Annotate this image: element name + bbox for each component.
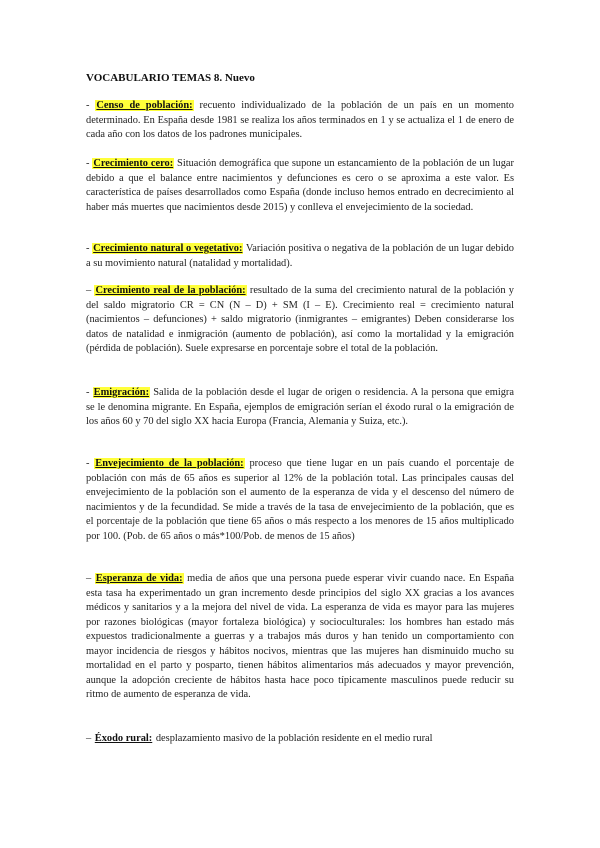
entry-term: Crecimiento cero: bbox=[93, 158, 174, 169]
entry-crecimiento-real bbox=[86, 284, 514, 357]
entry-definition: Salida de la población desde el lugar de origen o residencia. A la persona que emigra se le denomina migrante. En España, ejemplos de emigración serían el éxodo rural o la emigración de los años 60 y 70 del siglo XX hacia Europa (Francia, Alemania y Suiza, etc.). bbox=[86, 387, 514, 427]
entry-definition: resultado de la suma del crecimiento natural de la población y del saldo migratorio CR = CN (N – D) + SM (I – E). Crecimiento real = crecimiento natural (nacimientos – defunciones) + saldo migratorio (inmigrantes – emigrantes) Deben considerarse los datos de natalidad e inmigración (aumento de población), así como la mortalidad y la emigración (pérdida de población). Suele expresarse en porcentaje sobre el total de la población. bbox=[86, 285, 514, 354]
entry-dash: - bbox=[86, 387, 93, 398]
entry-dash: – bbox=[86, 573, 95, 584]
entry-dash: – bbox=[86, 733, 94, 744]
entry-term: Envejecimiento de la población: bbox=[95, 458, 244, 469]
entry-term: Crecimiento real de la población: bbox=[95, 285, 246, 296]
entry-emigracion bbox=[86, 386, 514, 430]
entry-envejecimiento bbox=[86, 457, 514, 544]
entry-dash: - bbox=[86, 458, 95, 469]
entry-definition: desplazamiento masivo de la población residente en el medio rural bbox=[153, 733, 433, 744]
entry-definition: proceso que tiene lugar en un país cuando el porcentaje de población con más de 65 años es superior al 12% de la población total. Las principales causas del envejecimiento de la población son el aumento de la esperanza de vida y el descenso del número de nacimientos y de la fecundidad. Se mide a través de la tasa de envejecimiento de la población, que es el porcentaje de la población que tiene 65 años o más respecto a los menores de 15 años multiplicado por 100. (Pob. de 65 años o más*100/Pob. de menos de 15 años) bbox=[86, 458, 514, 542]
entry-dash: – bbox=[86, 285, 95, 296]
entry-censo bbox=[86, 99, 514, 143]
entry-esperanza-vida bbox=[86, 572, 514, 703]
entry-definition: media de años que una persona puede esperar vivir cuando nace. En España esta tasa ha experimentado un gran incremento desde principios del siglo XX gracias a los avances médicos y sanitarios y a la mejora del nivel de vida. La esperanza de vida es mayor para las mujeres por razones biológicas (mayor fortaleza biológica) y socioculturales: los hombres han estado más expuestos tradicionalmente a guerras y a trabajos más duros y han tenido un comportamiento con mayor incidencia de riesgos y hábitos nocivos, mientras que las mujeres han disminuido mucho su mortalidad en el parto y posparto, tienen hábitos alimentarios más adecuados y mayor prevención, aunque la adopción creciente de hábitos hasta hace poco típicamente masculinos puede reducir su ritmo de aumento de esperanza de vida. bbox=[86, 573, 514, 700]
entry-dash: - bbox=[86, 158, 93, 169]
entry-exodo-rural bbox=[86, 732, 514, 747]
entry-definition: Variación positiva o negativa de la población de un lugar debido a su movimiento natural (natalidad y mortalidad). bbox=[86, 243, 514, 269]
entry-dash: - bbox=[86, 243, 93, 254]
entry-dash: - bbox=[86, 100, 96, 111]
entry-crecimiento-natural bbox=[86, 242, 514, 271]
entry-term: Emigración: bbox=[93, 387, 150, 398]
entry-term: Crecimiento natural o vegetativo: bbox=[93, 243, 243, 254]
entry-term: Éxodo rural: bbox=[94, 733, 153, 744]
entry-definition: Situación demográfica que supone un estancamiento de la población de un lugar debido a que el balance entre nacimientos y defunciones es cero o se aproxima a este valor. Es característica de países desarrollados como España (donde incluso hemos entrado en decrecimiento al haber más muertes que nacimientos desde 2015) y conlleva el envejecimiento de la sociedad. bbox=[86, 158, 514, 213]
entry-term: Esperanza de vida: bbox=[95, 573, 183, 584]
entry-definition: recuento individualizado de la población de un país en un momento determinado. En España desde 1981 se realiza los años terminados en 1 y se actualiza el 1 de enero de cada año con los datos de los padrones municipales. bbox=[86, 100, 514, 140]
entry-crecimiento-cero bbox=[86, 157, 514, 215]
entry-term: Censo de población: bbox=[96, 100, 193, 111]
document-title: VOCABULARIO TEMAS 8. Nuevo bbox=[86, 72, 255, 84]
